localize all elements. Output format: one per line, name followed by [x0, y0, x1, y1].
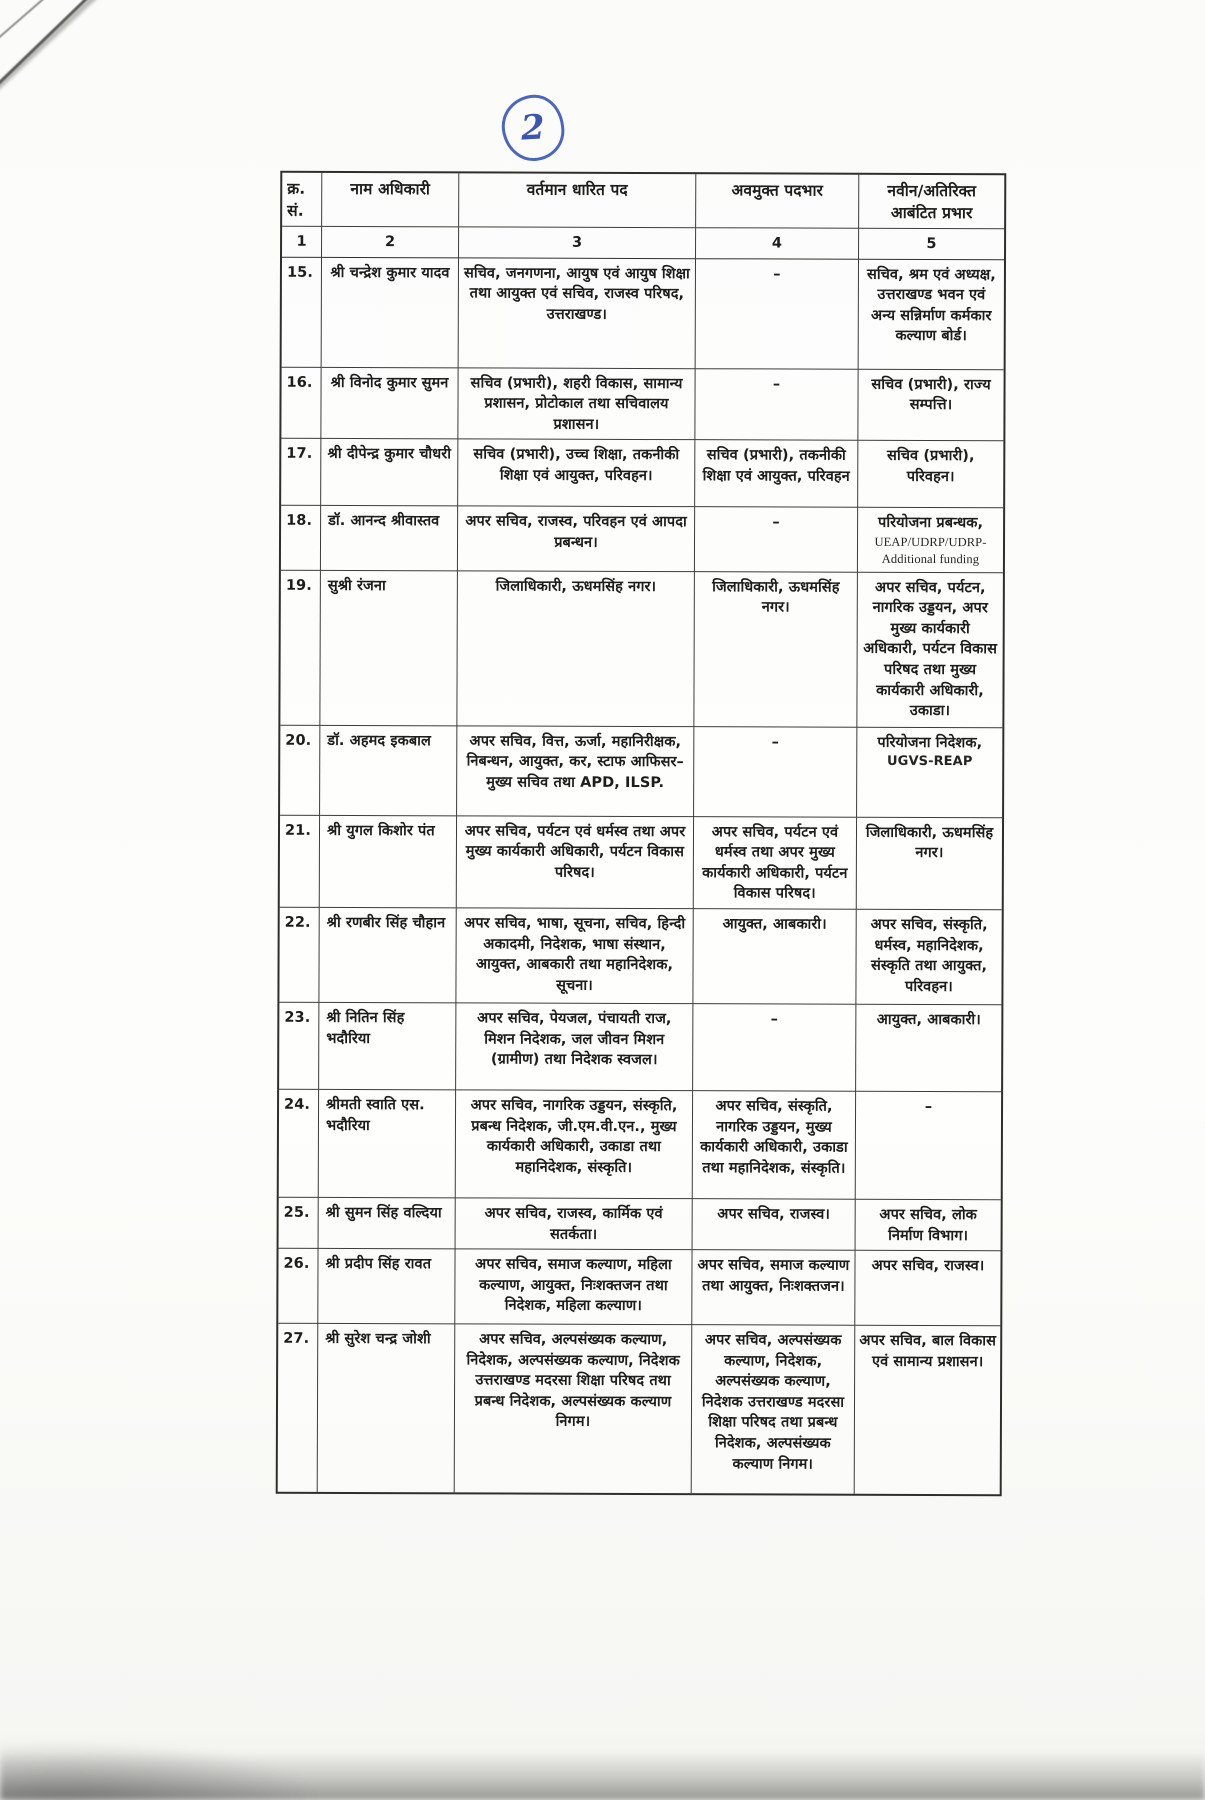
table-row	[281, 439, 1003, 509]
serial-cell: 17.	[281, 439, 321, 506]
table-row	[279, 908, 1001, 1006]
column-number: 4	[696, 228, 859, 259]
current-post-cell: अपर सचिव, राजस्व, कार्मिक एवं सतर्कता।	[456, 1198, 693, 1250]
current-post-cell: अपर सचिव, वित्त, ऊर्जा, महानिरीक्षक, निबन्धन, आयुक्त, कर, स्टाफ आफिसर–मुख्य सचिव तथा APD, ILSP.	[457, 726, 694, 817]
new-charge-cell: परियोजना निदेशक, UGVS-REAP	[857, 727, 1002, 818]
serial-cell: 22.	[279, 908, 319, 1003]
officer-name-cell: श्री सुरेश चन्द्र जोशी	[318, 1324, 456, 1492]
current-post-cell: सचिव (प्रभारी), उच्च शिक्षा, तकनीकी शिक्षा एवं आयुक्त, परिवहन।	[458, 440, 695, 508]
serial-cell: 16.	[281, 367, 321, 439]
current-post-cell: अपर सचिव, अल्पसंख्यक कल्याण, निदेशक, अल्पसंख्यक कल्याण, निदेशक उत्तराखण्ड मदरसा शिक्षा परिषद तथा प्रबन्ध निदेशक, अल्पसंख्यक कल्याण निगम।	[455, 1324, 693, 1493]
released-charge-cell: सचिव (प्रभारी), तकनीकी शिक्षा एवं आयुक्त, परिवहन	[695, 440, 858, 508]
serial-cell: 20.	[280, 725, 320, 815]
new-charge-cell: परियोजना प्रबन्धक, UEAP/UDRP/UDRP- Additional funding	[858, 508, 1003, 573]
header-new-charge: नवीन/अतिरिक्त आबंटित प्रभार	[859, 175, 1004, 230]
english-annotation: UGVS-REAP	[887, 754, 973, 770]
current-post-cell: अपर सचिव, राजस्व, परिवहन एवं आपदा प्रबन्धन।	[458, 507, 695, 572]
new-charge-cell: सचिव, श्रम एवं अध्यक्ष, उत्तराखण्ड भवन एवं अन्य सन्निर्माण कर्मकार कल्याण बोर्ड।	[859, 259, 1004, 370]
current-post-cell: अपर सचिव, नागरिक उड्डयन, संस्कृति, प्रबन्ध निदेशक, जी.एम.वी.एन., मुख्य कार्यकारी अधिकारी, उकाडा तथा महानिदेशक, संस्कृति।	[456, 1090, 693, 1199]
officer-name-cell: श्री विनोद कुमार सुमन	[321, 367, 458, 439]
new-charge-cell: –	[856, 1092, 1001, 1201]
page-number-annotation: 2	[520, 107, 546, 149]
column-number: 1	[282, 227, 322, 258]
table-header-row	[282, 173, 1004, 230]
serial-cell: 21.	[280, 815, 320, 907]
serial-cell: 23.	[279, 1003, 319, 1090]
officer-name-cell: श्री नितिन सिंह भदौरिया	[319, 1003, 456, 1090]
handwritten-page-number-circle	[498, 91, 568, 164]
new-charge-cell: जिलाधिकारी, ऊधमसिंह नगर।	[857, 817, 1002, 910]
table-row	[280, 725, 1002, 818]
scan-fold-mark	[0, 0, 111, 101]
released-charge-cell: अपर सचिव, राजस्व।	[693, 1199, 856, 1251]
current-post-cell: अपर सचिव, पेयजल, पंचायती राज, मिशन निदेशक, जल जीवन मिशन (ग्रामीण) तथा निदेशक स्वजल।	[456, 1003, 693, 1091]
released-charge-cell: अपर सचिव, समाज कल्याण तथा आयुक्त, निःशक्तजन।	[692, 1250, 855, 1326]
officer-name-cell: श्री दीपेन्द्र कुमार चौधरी	[321, 439, 458, 506]
new-charge-cell: सचिव (प्रभारी), परिवहन।	[858, 441, 1003, 509]
current-post-cell: जिलाधिकारी, ऊधमसिंह नगर।	[457, 571, 695, 727]
released-charge-cell: जिलाधिकारी, ऊधमसिंह नगर।	[694, 572, 858, 728]
table-row	[281, 506, 1003, 573]
current-post-cell: अपर सचिव, भाषा, सूचना, सचिव, हिन्दी अकादमी, निदेशक, भाषा संस्थान, आयुक्त, आबकारी तथा महानिदेशक, सूचना।	[456, 908, 693, 1004]
table-row	[280, 570, 1003, 728]
new-charge-cell: अपर सचिव, बाल विकास एवं सामान्य प्रशासन।	[859, 1332, 997, 1370]
table-row	[279, 1198, 1001, 1252]
released-charge-cell: अपर सचिव, पर्यटन एवं धर्मस्व तथा अपर मुख्य कार्यकारी अधिकारी, पर्यटन विकास परिषद।	[694, 817, 857, 910]
officer-name-cell: सुश्री रंजना	[320, 571, 458, 726]
serial-cell: 19.	[280, 570, 321, 725]
serial-cell: 27.	[278, 1324, 319, 1492]
scan-edge-shadow	[0, 1740, 320, 1800]
new-charge-cell: अपर सचिव, लोक निर्माण विभाग।	[856, 1200, 1001, 1252]
table-row	[280, 815, 1002, 910]
released-charge-cell: –	[695, 507, 858, 572]
officer-name-cell: श्री प्रदीप सिंह रावत	[318, 1249, 455, 1324]
header-current-post: वर्तमान धारित पद	[459, 173, 696, 228]
header-officer-name: नाम अधिकारी	[322, 173, 459, 227]
officer-name-cell: श्री चन्द्रेश कुमार यादव	[322, 257, 459, 367]
released-charge-cell: –	[693, 1004, 856, 1092]
table-row	[279, 1003, 1001, 1093]
officer-name-cell: श्री रणबीर सिंह चौहान	[319, 908, 456, 1003]
new-charge-cell: आयुक्त, आबकारी।	[856, 1005, 1001, 1093]
column-number: 2	[322, 227, 459, 258]
released-charge-cell: अपर सचिव, अल्पसंख्यक कल्याण, निदेशक, अल्पसंख्यक कल्याण, निदेशक उत्तराखण्ड मदरसा शिक्षा परिषद तथा प्रबन्ध निदेशक, अल्पसंख्यक कल्याण निगम।	[692, 1325, 856, 1494]
serial-cell: 25.	[279, 1198, 319, 1249]
released-charge-cell: –	[694, 727, 857, 818]
current-post-cell: सचिव, जनगणना, आयुष एवं आयुष शिक्षा तथा आयुक्त एवं सचिव, राजस्व परिषद, उत्तराखण्ड।	[459, 258, 696, 369]
officer-name-cell: श्रीमती स्वाति एस. भदौरिया	[319, 1090, 456, 1198]
officer-name-cell: श्री युगल किशोर पंत	[320, 816, 457, 909]
serial-cell: 26.	[278, 1249, 318, 1324]
serial-cell: 15.	[282, 257, 322, 367]
released-charge-cell: –	[696, 259, 859, 370]
current-post-cell: सचिव (प्रभारी), शहरी विकास, सामान्य प्रशासन, प्रोटोकाल तथा सचिवालय प्रशासन।	[458, 368, 695, 441]
column-number: 3	[459, 227, 696, 258]
column-number-row	[282, 227, 1004, 260]
english-annotation: UEAP/UDRP/UDRP-	[874, 534, 987, 550]
table-row	[278, 1324, 1001, 1495]
charge-allocation-table	[276, 171, 1007, 1497]
current-post-cell: अपर सचिव, समाज कल्याण, महिला कल्याण, आयुक्त, निःशक्तजन तथा निदेशक, महिला कल्याण।	[455, 1249, 692, 1325]
officer-name-cell: श्री सुमन सिंह वल्दिया	[319, 1198, 456, 1250]
released-charge-cell: आयुक्त, आबकारी।	[693, 909, 856, 1005]
english-annotation: Additional funding	[881, 551, 980, 566]
released-charge-cell: अपर सचिव, संस्कृति, नागरिक उड्डयन, मुख्य कार्यकारी अधिकारी, उकाडा तथा महानिदेशक, संस्कृति।	[693, 1091, 856, 1200]
officer-name-cell: डॉ. आनन्द श्रीवास्तव	[321, 506, 458, 571]
table-row	[279, 1090, 1001, 1201]
scan-fold-mark	[0, 0, 113, 90]
officer-name-cell: डॉ. अहमद इकबाल	[320, 726, 457, 816]
serial-cell: 24.	[279, 1090, 319, 1198]
header-released-charge: अवमुक्त पदभार	[696, 174, 859, 229]
table-row	[282, 257, 1004, 370]
serial-cell: 18.	[281, 506, 321, 570]
scan-fold-mark	[0, 0, 71, 68]
new-charge-cell: सचिव (प्रभारी), राज्य सम्पत्ति।	[858, 369, 1003, 441]
new-charge-cell: अपर सचिव, संस्कृति, धर्मस्व, महानिदेशक, संस्कृति तथा आयुक्त, परिवहन।	[856, 910, 1001, 1006]
header-serial: क्र. सं.	[282, 173, 322, 227]
table-row	[281, 367, 1003, 441]
new-charge-cell: अपर सचिव, पर्यटन, नागरिक उड्डयन, अपर मुख्य कार्यकारी अधिकारी, पर्यटन विकास परिषद तथा मुख्य कार्यकारी अधिकारी, उकाडा।	[857, 572, 1003, 728]
column-number: 5	[859, 229, 1004, 260]
current-post-cell: अपर सचिव, पर्यटन एवं धर्मस्व तथा अपर मुख्य कार्यकारी अधिकारी, पर्यटन विकास परिषद।	[457, 816, 694, 909]
released-charge-cell: –	[695, 369, 858, 441]
new-charge-cell: अपर सचिव, राजस्व।	[855, 1251, 1000, 1327]
table-row	[278, 1249, 1000, 1327]
